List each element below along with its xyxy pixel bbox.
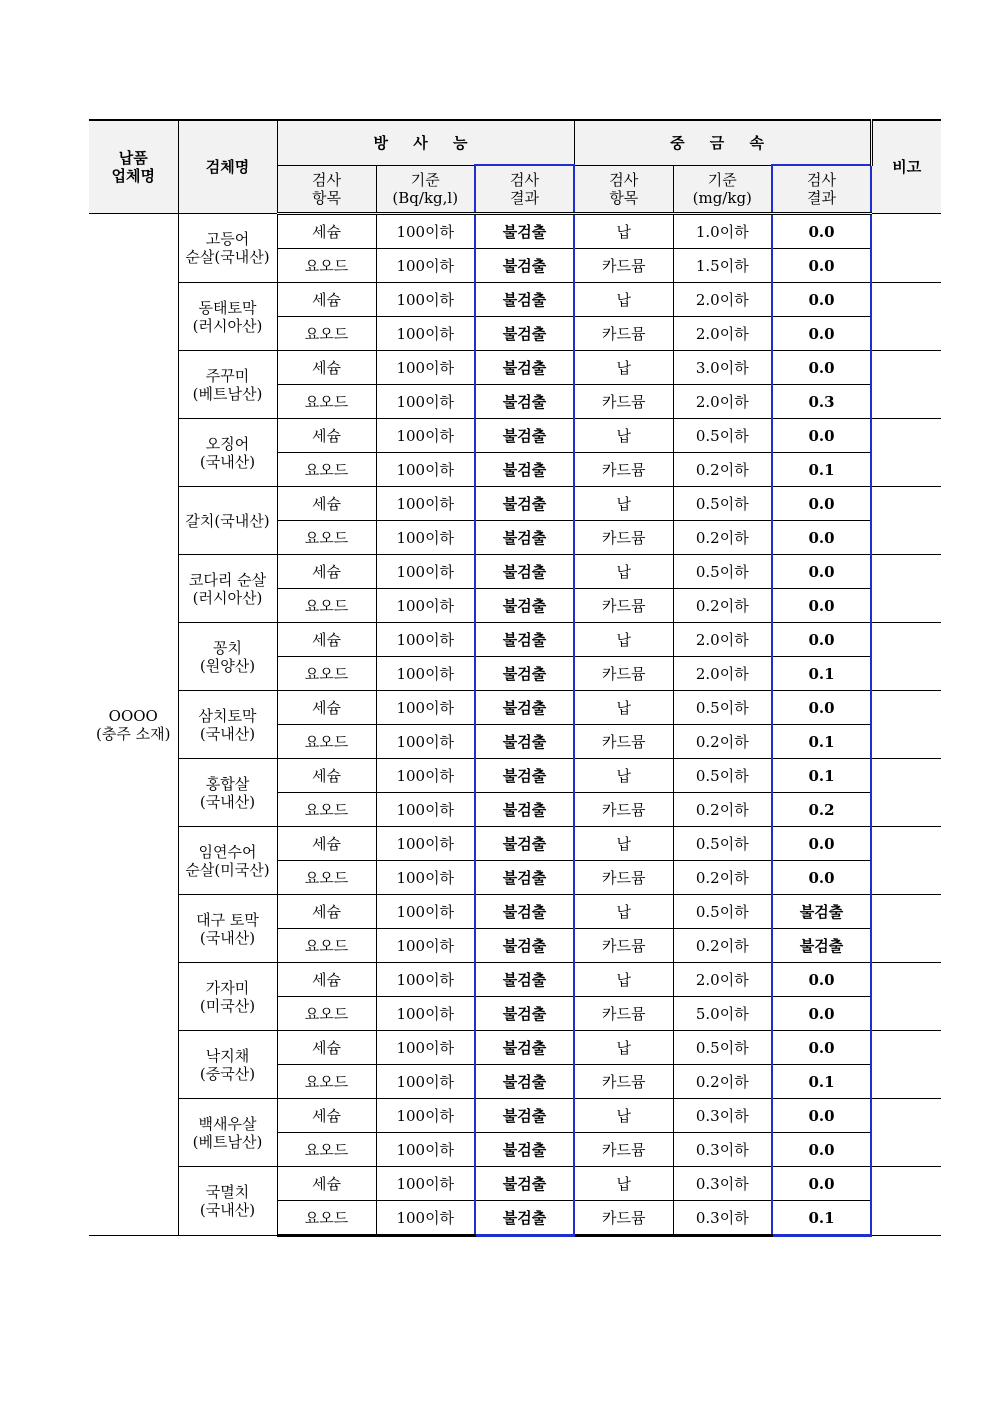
- remarks-cell: [871, 487, 941, 555]
- hm-standard: 2.0이하: [673, 963, 772, 997]
- rad-standard: 100이하: [376, 555, 475, 589]
- table-row: [89, 691, 941, 725]
- rad-standard: 100이하: [376, 453, 475, 487]
- rad-result: 불검출: [475, 657, 574, 691]
- hm-standard: 0.5이하: [673, 487, 772, 521]
- rad-result: 불검출: [475, 929, 574, 963]
- hm-item: 카드뮴: [574, 385, 673, 419]
- hm-standard: 0.5이하: [673, 1031, 772, 1065]
- hm-result: 0.0: [772, 691, 871, 725]
- remarks-cell: [871, 623, 941, 691]
- rad-result: 불검출: [475, 1099, 574, 1133]
- rad-item: 요오드: [277, 385, 376, 419]
- hm-standard: 0.2이하: [673, 929, 772, 963]
- rad-result: 불검출: [475, 759, 574, 793]
- sample-name: 국멸치 (국내산): [178, 1167, 277, 1236]
- rad-standard: 100이하: [376, 214, 475, 249]
- rad-item: 세슘: [277, 351, 376, 385]
- vendor-name: OOOO (충주 소재): [89, 214, 178, 1236]
- hm-standard: 0.5이하: [673, 895, 772, 929]
- hm-item: 납: [574, 1031, 673, 1065]
- hm-result: 0.0: [772, 283, 871, 317]
- rad-result: 불검출: [475, 249, 574, 283]
- hm-result: 0.0: [772, 623, 871, 657]
- rad-standard: 100이하: [376, 657, 475, 691]
- hm-standard: 1.5이하: [673, 249, 772, 283]
- hm-result: 0.2: [772, 793, 871, 827]
- rad-standard: 100이하: [376, 419, 475, 453]
- rad-item: 세슘: [277, 214, 376, 249]
- table-row: [89, 351, 941, 385]
- rad-result: 불검출: [475, 1167, 574, 1201]
- hm-result: 0.0: [772, 351, 871, 385]
- rad-standard: 100이하: [376, 1099, 475, 1133]
- sample-name: 가자미 (미국산): [178, 963, 277, 1031]
- rad-item: 세슘: [277, 555, 376, 589]
- remarks-cell: [871, 555, 941, 623]
- hm-result: 0.1: [772, 657, 871, 691]
- rad-result: 불검출: [475, 827, 574, 861]
- rad-result: 불검출: [475, 419, 574, 453]
- hm-result: 0.1: [772, 1201, 871, 1236]
- table-row: [89, 419, 941, 453]
- hm-item: 납: [574, 487, 673, 521]
- hm-item: 카드뮴: [574, 1065, 673, 1099]
- rad-result: 불검출: [475, 555, 574, 589]
- remarks-cell: [871, 419, 941, 487]
- rad-standard: 100이하: [376, 283, 475, 317]
- remarks-cell: [871, 759, 941, 827]
- hm-item: 납: [574, 419, 673, 453]
- hm-result: 0.0: [772, 487, 871, 521]
- table-row: [89, 214, 941, 249]
- rad-item: 요오드: [277, 1065, 376, 1099]
- hm-result: 0.0: [772, 589, 871, 623]
- hm-result: 0.0: [772, 1099, 871, 1133]
- rad-item: 요오드: [277, 589, 376, 623]
- hm-standard: 0.5이하: [673, 759, 772, 793]
- rad-item: 요오드: [277, 317, 376, 351]
- hm-item: 카드뮴: [574, 317, 673, 351]
- remarks-cell: [871, 963, 941, 1031]
- hm-item: 카드뮴: [574, 1133, 673, 1167]
- header-radioactivity: 방 사 능: [277, 120, 574, 165]
- rad-item: 요오드: [277, 725, 376, 759]
- hm-item: 납: [574, 351, 673, 385]
- rad-item: 세슘: [277, 1099, 376, 1133]
- inspection-results-table: [89, 119, 941, 1237]
- rad-item: 요오드: [277, 1133, 376, 1167]
- rad-item: 요오드: [277, 249, 376, 283]
- rad-item: 세슘: [277, 827, 376, 861]
- rad-item: 요오드: [277, 657, 376, 691]
- rad-standard: 100이하: [376, 929, 475, 963]
- hm-result: 0.1: [772, 759, 871, 793]
- rad-result: 불검출: [475, 385, 574, 419]
- header-rad-result: 검사 결과: [475, 165, 574, 214]
- hm-result: 0.1: [772, 453, 871, 487]
- rad-item: 세슘: [277, 1167, 376, 1201]
- table-row: [89, 963, 941, 997]
- table-body: [89, 214, 941, 1236]
- hm-item: 납: [574, 214, 673, 249]
- hm-standard: 0.2이하: [673, 861, 772, 895]
- rad-standard: 100이하: [376, 997, 475, 1031]
- remarks-cell: [871, 351, 941, 419]
- remarks-cell: [871, 1099, 941, 1167]
- hm-item: 납: [574, 283, 673, 317]
- header-remarks: 비고: [871, 120, 941, 214]
- rad-standard: 100이하: [376, 861, 475, 895]
- rad-result: 불검출: [475, 1201, 574, 1236]
- rad-item: 세슘: [277, 895, 376, 929]
- hm-standard: 0.5이하: [673, 691, 772, 725]
- hm-result: 불검출: [772, 929, 871, 963]
- hm-item: 카드뮴: [574, 997, 673, 1031]
- sample-name: 갈치(국내산): [178, 487, 277, 555]
- rad-item: 요오드: [277, 929, 376, 963]
- hm-standard: 0.3이하: [673, 1133, 772, 1167]
- hm-standard: 0.2이하: [673, 725, 772, 759]
- hm-standard: 0.5이하: [673, 419, 772, 453]
- rad-result: 불검출: [475, 963, 574, 997]
- sample-name: 홍합살 (국내산): [178, 759, 277, 827]
- rad-item: 세슘: [277, 419, 376, 453]
- table-row: [89, 1167, 941, 1201]
- rad-result: 불검출: [475, 317, 574, 351]
- rad-result: 불검출: [475, 861, 574, 895]
- hm-item: 카드뮴: [574, 249, 673, 283]
- hm-item: 카드뮴: [574, 657, 673, 691]
- remarks-cell: [871, 214, 941, 283]
- hm-standard: 0.5이하: [673, 555, 772, 589]
- hm-item: 납: [574, 895, 673, 929]
- rad-standard: 100이하: [376, 1167, 475, 1201]
- hm-item: 납: [574, 759, 673, 793]
- hm-result: 0.3: [772, 385, 871, 419]
- remarks-cell: [871, 895, 941, 963]
- rad-item: 세슘: [277, 283, 376, 317]
- hm-result: 0.1: [772, 1065, 871, 1099]
- rad-standard: 100이하: [376, 827, 475, 861]
- rad-standard: 100이하: [376, 623, 475, 657]
- hm-item: 카드뮴: [574, 725, 673, 759]
- rad-item: 요오드: [277, 997, 376, 1031]
- hm-result: 0.0: [772, 997, 871, 1031]
- rad-result: 불검출: [475, 214, 574, 249]
- table-row: [89, 487, 941, 521]
- hm-standard: 0.3이하: [673, 1167, 772, 1201]
- hm-standard: 0.2이하: [673, 453, 772, 487]
- remarks-cell: [871, 283, 941, 351]
- rad-item: 세슘: [277, 691, 376, 725]
- table-row: [89, 555, 941, 589]
- hm-standard: 2.0이하: [673, 385, 772, 419]
- rad-standard: 100이하: [376, 589, 475, 623]
- hm-result: 0.0: [772, 419, 871, 453]
- hm-result: 0.0: [772, 1031, 871, 1065]
- hm-item: 카드뮴: [574, 589, 673, 623]
- hm-item: 납: [574, 963, 673, 997]
- rad-item: 요오드: [277, 861, 376, 895]
- hm-result: 0.0: [772, 1133, 871, 1167]
- hm-item: 카드뮴: [574, 453, 673, 487]
- sample-name: 고등어 순살(국내산): [178, 214, 277, 283]
- hm-standard: 0.2이하: [673, 589, 772, 623]
- rad-standard: 100이하: [376, 1065, 475, 1099]
- table-row: [89, 1031, 941, 1065]
- rad-result: 불검출: [475, 1065, 574, 1099]
- hm-result: 0.0: [772, 521, 871, 555]
- hm-standard: 0.3이하: [673, 1099, 772, 1133]
- rad-standard: 100이하: [376, 1201, 475, 1236]
- rad-standard: 100이하: [376, 487, 475, 521]
- rad-result: 불검출: [475, 793, 574, 827]
- rad-standard: 100이하: [376, 351, 475, 385]
- hm-standard: 0.5이하: [673, 827, 772, 861]
- rad-result: 불검출: [475, 691, 574, 725]
- rad-item: 요오드: [277, 1201, 376, 1236]
- sample-name: 주꾸미 (베트남산): [178, 351, 277, 419]
- hm-standard: 0.2이하: [673, 793, 772, 827]
- rad-standard: 100이하: [376, 793, 475, 827]
- sample-name: 동태토막 (러시아산): [178, 283, 277, 351]
- header-vendor: 납품 업체명: [89, 120, 178, 214]
- hm-result: 0.0: [772, 861, 871, 895]
- rad-result: 불검출: [475, 487, 574, 521]
- rad-item: 요오드: [277, 453, 376, 487]
- rad-item: 세슘: [277, 759, 376, 793]
- sample-name: 코다리 순살 (러시아산): [178, 555, 277, 623]
- rad-result: 불검출: [475, 453, 574, 487]
- rad-standard: 100이하: [376, 759, 475, 793]
- hm-item: 납: [574, 691, 673, 725]
- rad-standard: 100이하: [376, 317, 475, 351]
- rad-standard: 100이하: [376, 691, 475, 725]
- hm-result: 0.0: [772, 555, 871, 589]
- hm-item: 카드뮴: [574, 929, 673, 963]
- remarks-cell: [871, 827, 941, 895]
- hm-item: 카드뮴: [574, 1201, 673, 1236]
- hm-item: 납: [574, 1099, 673, 1133]
- rad-item: 세슘: [277, 623, 376, 657]
- hm-standard: 0.2이하: [673, 1065, 772, 1099]
- header-hm-standard: 기준 (mg/kg): [673, 165, 772, 214]
- rad-standard: 100이하: [376, 385, 475, 419]
- rad-item: 세슘: [277, 487, 376, 521]
- header-sample: 검체명: [178, 120, 277, 214]
- rad-result: 불검출: [475, 589, 574, 623]
- hm-item: 납: [574, 1167, 673, 1201]
- header-heavy-metals: 중 금 속: [574, 120, 871, 165]
- hm-result: 0.0: [772, 249, 871, 283]
- hm-standard: 5.0이하: [673, 997, 772, 1031]
- rad-standard: 100이하: [376, 249, 475, 283]
- table-row: [89, 895, 941, 929]
- hm-result: 0.0: [772, 1167, 871, 1201]
- hm-result: 0.0: [772, 214, 871, 249]
- rad-result: 불검출: [475, 521, 574, 555]
- rad-result: 불검출: [475, 725, 574, 759]
- sample-name: 삼치토막 (국내산): [178, 691, 277, 759]
- hm-result: 불검출: [772, 895, 871, 929]
- sample-name: 오징어 (국내산): [178, 419, 277, 487]
- header-rad-item: 검사 항목: [277, 165, 376, 214]
- sample-name: 임연수어 순살(미국산): [178, 827, 277, 895]
- hm-standard: 2.0이하: [673, 623, 772, 657]
- hm-item: 카드뮴: [574, 521, 673, 555]
- sample-name: 낙지채 (중국산): [178, 1031, 277, 1099]
- header-hm-item: 검사 항목: [574, 165, 673, 214]
- hm-standard: 1.0이하: [673, 214, 772, 249]
- hm-item: 카드뮴: [574, 861, 673, 895]
- hm-result: 0.0: [772, 963, 871, 997]
- hm-result: 0.1: [772, 725, 871, 759]
- hm-standard: 2.0이하: [673, 317, 772, 351]
- hm-item: 납: [574, 623, 673, 657]
- header-hm-result: 검사 결과: [772, 165, 871, 214]
- rad-result: 불검출: [475, 283, 574, 317]
- rad-result: 불검출: [475, 623, 574, 657]
- remarks-cell: [871, 1167, 941, 1236]
- rad-standard: 100이하: [376, 963, 475, 997]
- rad-standard: 100이하: [376, 1031, 475, 1065]
- header-rad-standard: 기준 (Bq/kg,l): [376, 165, 475, 214]
- hm-item: 카드뮴: [574, 793, 673, 827]
- rad-item: 요오드: [277, 521, 376, 555]
- rad-result: 불검출: [475, 895, 574, 929]
- rad-result: 불검출: [475, 1031, 574, 1065]
- hm-standard: 2.0이하: [673, 283, 772, 317]
- table-row: [89, 827, 941, 861]
- table-row: [89, 283, 941, 317]
- sample-name: 대구 토막 (국내산): [178, 895, 277, 963]
- rad-standard: 100이하: [376, 1133, 475, 1167]
- hm-standard: 0.2이하: [673, 521, 772, 555]
- remarks-cell: [871, 691, 941, 759]
- table-row: [89, 759, 941, 793]
- sample-name: 꽁치 (원양산): [178, 623, 277, 691]
- hm-item: 납: [574, 827, 673, 861]
- rad-result: 불검출: [475, 997, 574, 1031]
- hm-standard: 3.0이하: [673, 351, 772, 385]
- sample-name: 백새우살 (베트남산): [178, 1099, 277, 1167]
- rad-standard: 100이하: [376, 725, 475, 759]
- hm-standard: 0.3이하: [673, 1201, 772, 1236]
- rad-item: 요오드: [277, 793, 376, 827]
- table-row: [89, 623, 941, 657]
- hm-result: 0.0: [772, 827, 871, 861]
- rad-standard: 100이하: [376, 895, 475, 929]
- hm-result: 0.0: [772, 317, 871, 351]
- rad-item: 세슘: [277, 1031, 376, 1065]
- rad-standard: 100이하: [376, 521, 475, 555]
- hm-item: 납: [574, 555, 673, 589]
- rad-result: 불검출: [475, 1133, 574, 1167]
- hm-standard: 2.0이하: [673, 657, 772, 691]
- table-row: [89, 1099, 941, 1133]
- remarks-cell: [871, 1031, 941, 1099]
- rad-item: 세슘: [277, 963, 376, 997]
- rad-result: 불검출: [475, 351, 574, 385]
